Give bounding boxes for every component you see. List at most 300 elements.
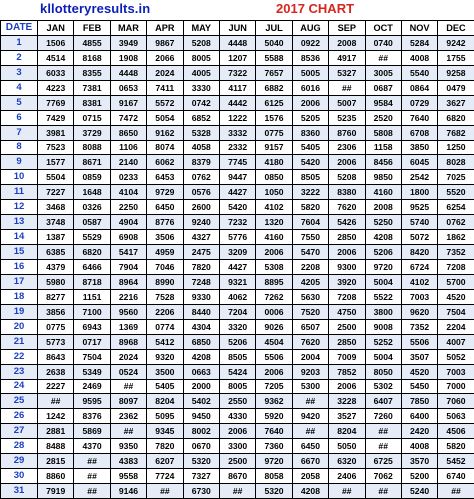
date-cell: 8 xyxy=(1,140,38,155)
result-cell: 5529 xyxy=(74,230,110,245)
result-cell: 1158 xyxy=(365,140,401,155)
result-cell: 5405 xyxy=(147,379,183,394)
result-cell: 4205 xyxy=(292,274,328,289)
result-cell: 2006 xyxy=(219,424,255,439)
result-cell: 8718 xyxy=(74,274,110,289)
result-cell: 5235 xyxy=(329,110,365,125)
result-cell: 6016 xyxy=(292,80,328,95)
table-row xyxy=(1,379,474,394)
date-cell: 6 xyxy=(1,110,38,125)
result-cell: 6882 xyxy=(256,80,292,95)
result-cell: 8097 xyxy=(110,394,146,409)
result-cell: 6820 xyxy=(74,245,110,260)
result-cell: 9720 xyxy=(365,260,401,275)
result-cell: 8760 xyxy=(329,125,365,140)
result-cell: 5417 xyxy=(110,245,146,260)
result-cell: 5776 xyxy=(219,230,255,245)
result-cell: 8088 xyxy=(74,140,110,155)
date-cell: 22 xyxy=(1,349,38,364)
result-cell: ## xyxy=(110,424,146,439)
result-cell: 2206 xyxy=(147,304,183,319)
result-cell: 4208 xyxy=(365,230,401,245)
result-cell: 2475 xyxy=(183,245,219,260)
result-cell: 4007 xyxy=(438,334,474,349)
result-cell: 7604 xyxy=(292,215,328,230)
date-cell: 16 xyxy=(1,260,38,275)
column-header-oct: OCT xyxy=(365,21,401,36)
date-cell: 27 xyxy=(1,424,38,439)
date-cell: 2 xyxy=(1,50,38,65)
result-cell: 6400 xyxy=(401,409,437,424)
result-cell: 2208 xyxy=(292,260,328,275)
result-cell: 7360 xyxy=(256,439,292,454)
result-cell: 5820 xyxy=(438,439,474,454)
result-cell: 2216 xyxy=(110,289,146,304)
column-header-jun: JUN xyxy=(219,21,255,36)
result-cell: 9157 xyxy=(256,140,292,155)
chart-title: 2017 CHART xyxy=(276,1,354,16)
result-cell: 1576 xyxy=(256,110,292,125)
result-cell: 9362 xyxy=(256,394,292,409)
results-table xyxy=(0,20,474,499)
result-cell: 3920 xyxy=(329,274,365,289)
result-cell: 8650 xyxy=(110,125,146,140)
result-cell: 1908 xyxy=(110,50,146,65)
result-cell: 8379 xyxy=(183,155,219,170)
result-cell: 5630 xyxy=(292,289,328,304)
result-cell: 5095 xyxy=(147,409,183,424)
result-cell: 5200 xyxy=(401,469,437,484)
result-cell: 2638 xyxy=(38,364,74,379)
table-row xyxy=(1,65,474,80)
result-cell: 2362 xyxy=(110,409,146,424)
result-cell: 0922 xyxy=(292,35,328,50)
result-cell: 0775 xyxy=(38,319,74,334)
table-header-row xyxy=(1,21,474,36)
result-cell: 5349 xyxy=(74,364,110,379)
table-row xyxy=(1,349,474,364)
result-cell: 8670 xyxy=(219,469,255,484)
result-cell: 3468 xyxy=(38,200,74,215)
table-body xyxy=(1,35,474,498)
result-cell: 0717 xyxy=(74,334,110,349)
result-cell: 4330 xyxy=(219,409,255,424)
result-cell: 5328 xyxy=(183,125,219,140)
result-cell: 7003 xyxy=(438,364,474,379)
result-cell: 5520 xyxy=(438,185,474,200)
date-cell: 30 xyxy=(1,469,38,484)
date-cell: 17 xyxy=(1,274,38,289)
result-cell: 2008 xyxy=(365,200,401,215)
date-cell: 5 xyxy=(1,95,38,110)
result-cell: 1800 xyxy=(401,185,437,200)
date-cell: 1 xyxy=(1,35,38,50)
table-row xyxy=(1,185,474,200)
result-cell: 0587 xyxy=(74,215,110,230)
result-cell: 5052 xyxy=(438,349,474,364)
result-cell: 8456 xyxy=(365,155,401,170)
result-cell: 0006 xyxy=(256,304,292,319)
result-cell: 7062 xyxy=(365,469,401,484)
date-cell: 14 xyxy=(1,230,38,245)
result-cell: 7060 xyxy=(438,394,474,409)
result-cell: 8204 xyxy=(147,394,183,409)
table-row xyxy=(1,364,474,379)
result-cell: 2469 xyxy=(74,379,110,394)
result-cell: 6850 xyxy=(183,334,219,349)
result-cell: 5327 xyxy=(329,65,365,80)
result-cell: 9203 xyxy=(292,364,328,379)
result-cell: 6670 xyxy=(292,454,328,469)
result-cell: 4427 xyxy=(219,185,255,200)
result-cell: 8505 xyxy=(219,349,255,364)
result-cell: 5420 xyxy=(219,200,255,215)
result-cell: 7620 xyxy=(329,200,365,215)
result-cell: 6708 xyxy=(401,125,437,140)
result-cell: 7724 xyxy=(147,469,183,484)
result-cell: 0762 xyxy=(183,170,219,185)
table-row xyxy=(1,110,474,125)
result-cell: 1577 xyxy=(38,155,74,170)
result-cell: 6125 xyxy=(256,95,292,110)
result-cell: ## xyxy=(329,484,365,499)
result-cell: 5452 xyxy=(438,454,474,469)
result-cell: 4855 xyxy=(74,35,110,50)
result-cell: 5588 xyxy=(256,50,292,65)
result-cell: 5240 xyxy=(401,484,437,499)
result-cell: 0729 xyxy=(401,95,437,110)
result-cell: 4327 xyxy=(183,230,219,245)
result-cell: 3570 xyxy=(401,454,437,469)
result-cell: 2000 xyxy=(183,379,219,394)
result-cell: 6852 xyxy=(183,110,219,125)
result-cell: 5412 xyxy=(147,334,183,349)
result-cell: 5005 xyxy=(292,65,328,80)
result-cell: 7204 xyxy=(219,304,255,319)
date-cell: 9 xyxy=(1,155,38,170)
result-cell: 6407 xyxy=(365,394,401,409)
table-row xyxy=(1,260,474,275)
result-cell: 4102 xyxy=(256,200,292,215)
result-cell: 1207 xyxy=(219,50,255,65)
result-cell: 2006 xyxy=(329,245,365,260)
table-row xyxy=(1,50,474,65)
result-cell: 6740 xyxy=(438,469,474,484)
result-cell: 4442 xyxy=(219,95,255,110)
result-cell: 9850 xyxy=(365,170,401,185)
result-cell: 4379 xyxy=(38,260,74,275)
result-cell: 9560 xyxy=(110,304,146,319)
result-cell: 9525 xyxy=(401,200,437,215)
result-cell: 7504 xyxy=(74,349,110,364)
result-cell: 5300 xyxy=(292,379,328,394)
result-cell: 4160 xyxy=(365,185,401,200)
result-cell: 4208 xyxy=(292,484,328,499)
result-cell: 4959 xyxy=(147,245,183,260)
date-cell: 24 xyxy=(1,379,38,394)
table-row xyxy=(1,35,474,50)
date-cell: 29 xyxy=(1,454,38,469)
result-cell: 4058 xyxy=(183,140,219,155)
result-cell: 9420 xyxy=(292,409,328,424)
result-cell: 7046 xyxy=(147,260,183,275)
result-cell: 4008 xyxy=(401,439,437,454)
result-cell: 3981 xyxy=(38,125,74,140)
result-cell: 0479 xyxy=(438,80,474,95)
column-header-may: MAY xyxy=(183,21,219,36)
result-cell: 2815 xyxy=(38,454,74,469)
result-cell: 2140 xyxy=(110,155,146,170)
date-cell: 25 xyxy=(1,394,38,409)
table-row xyxy=(1,394,474,409)
result-cell: 8058 xyxy=(256,469,292,484)
result-cell: 1862 xyxy=(438,230,474,245)
result-cell: 9595 xyxy=(74,394,110,409)
date-cell: 18 xyxy=(1,289,38,304)
result-cell: 7745 xyxy=(219,155,255,170)
result-cell: 2850 xyxy=(329,230,365,245)
result-cell: 8440 xyxy=(183,304,219,319)
result-cell: 6450 xyxy=(147,200,183,215)
result-cell: 7381 xyxy=(74,80,110,95)
result-cell: ## xyxy=(365,50,401,65)
result-cell: 6908 xyxy=(110,230,146,245)
result-cell: 9330 xyxy=(183,289,219,304)
result-cell: 6033 xyxy=(38,65,74,80)
result-cell: 7208 xyxy=(329,289,365,304)
result-cell: 8505 xyxy=(292,170,328,185)
result-cell: 8420 xyxy=(401,245,437,260)
result-cell: 9146 xyxy=(110,484,146,499)
result-cell: 2850 xyxy=(329,334,365,349)
result-cell: 5320 xyxy=(256,484,292,499)
result-cell: 2227 xyxy=(38,379,74,394)
result-cell: 9300 xyxy=(329,260,365,275)
result-cell: 4383 xyxy=(110,454,146,469)
result-cell: 4370 xyxy=(74,439,110,454)
date-cell: 20 xyxy=(1,319,38,334)
result-cell: 1106 xyxy=(110,140,146,155)
result-cell: 6062 xyxy=(147,155,183,170)
result-cell: 6943 xyxy=(74,319,110,334)
result-cell: 5205 xyxy=(292,110,328,125)
result-cell: 4104 xyxy=(110,185,146,200)
table-row xyxy=(1,334,474,349)
table-row xyxy=(1,125,474,140)
table-row xyxy=(1,424,474,439)
result-cell: 9867 xyxy=(147,35,183,50)
result-cell: 2204 xyxy=(438,319,474,334)
result-cell: 5250 xyxy=(365,215,401,230)
result-cell: 1222 xyxy=(219,110,255,125)
result-cell: 2006 xyxy=(329,379,365,394)
result-cell: 6507 xyxy=(292,319,328,334)
result-cell: 5506 xyxy=(401,334,437,349)
result-cell: 3800 xyxy=(365,304,401,319)
result-cell: 7429 xyxy=(38,110,74,125)
result-cell: 2024 xyxy=(110,349,146,364)
column-header-jan: JAN xyxy=(38,21,74,36)
result-cell: 2881 xyxy=(38,424,74,439)
result-cell: 4180 xyxy=(256,155,292,170)
result-cell: 1506 xyxy=(38,35,74,50)
result-cell: ## xyxy=(74,484,110,499)
result-cell: 3332 xyxy=(219,125,255,140)
result-cell: 4160 xyxy=(256,230,292,245)
result-cell: 9729 xyxy=(147,185,183,200)
result-cell: 5808 xyxy=(365,125,401,140)
result-cell: 3949 xyxy=(110,35,146,50)
result-cell: 0663 xyxy=(183,364,219,379)
result-cell: 7820 xyxy=(147,439,183,454)
column-header-sep: SEP xyxy=(329,21,365,36)
result-cell: 7025 xyxy=(438,170,474,185)
result-cell: 5206 xyxy=(219,334,255,349)
result-cell: 8168 xyxy=(74,50,110,65)
result-cell: 5402 xyxy=(183,394,219,409)
result-cell: 2250 xyxy=(110,200,146,215)
result-cell: 4304 xyxy=(183,319,219,334)
result-cell: 2006 xyxy=(256,245,292,260)
result-cell: 4904 xyxy=(110,215,146,230)
result-cell: 5740 xyxy=(401,215,437,230)
result-cell: 7528 xyxy=(147,289,183,304)
result-cell: ## xyxy=(74,469,110,484)
result-cell: 2542 xyxy=(401,170,437,185)
result-cell: 2406 xyxy=(329,469,365,484)
result-cell: 5004 xyxy=(365,349,401,364)
result-cell: 4506 xyxy=(438,424,474,439)
result-cell: 8050 xyxy=(365,364,401,379)
result-cell: 7640 xyxy=(256,424,292,439)
result-cell: 9167 xyxy=(110,95,146,110)
result-cell: ## xyxy=(292,424,328,439)
table-row xyxy=(1,454,474,469)
result-cell: 4750 xyxy=(329,304,365,319)
result-cell: 8381 xyxy=(74,95,110,110)
result-cell: 7248 xyxy=(183,274,219,289)
result-cell: 8005 xyxy=(219,379,255,394)
result-cell: 8360 xyxy=(292,125,328,140)
result-cell: 7682 xyxy=(438,125,474,140)
result-cell: 9240 xyxy=(183,215,219,230)
result-cell: ## xyxy=(329,80,365,95)
table-row xyxy=(1,289,474,304)
result-cell: 5920 xyxy=(256,409,292,424)
result-cell: 5522 xyxy=(365,289,401,304)
table-row xyxy=(1,80,474,95)
result-cell: 6385 xyxy=(38,245,74,260)
result-cell: 7852 xyxy=(329,364,365,379)
result-cell: ## xyxy=(438,484,474,499)
result-cell: 1151 xyxy=(74,289,110,304)
result-cell: 8968 xyxy=(110,334,146,349)
date-cell: 3 xyxy=(1,65,38,80)
result-cell: 5420 xyxy=(292,155,328,170)
table-row xyxy=(1,170,474,185)
result-cell: 7100 xyxy=(74,304,110,319)
result-cell: 5470 xyxy=(292,245,328,260)
result-cell: ## xyxy=(147,484,183,499)
result-cell: 7904 xyxy=(110,260,146,275)
result-cell: 1242 xyxy=(38,409,74,424)
result-cell: 5308 xyxy=(256,260,292,275)
result-cell: ## xyxy=(365,439,401,454)
result-cell: 2066 xyxy=(147,50,183,65)
column-header-aug: AUG xyxy=(292,21,328,36)
table-row xyxy=(1,140,474,155)
result-cell: 4917 xyxy=(329,50,365,65)
result-cell: 7550 xyxy=(292,230,328,245)
chart-header xyxy=(0,0,474,20)
result-cell: 3506 xyxy=(147,230,183,245)
result-cell: 7640 xyxy=(401,110,437,125)
result-cell: 9584 xyxy=(365,95,401,110)
table-row xyxy=(1,155,474,170)
result-cell: 0233 xyxy=(110,170,146,185)
table-row xyxy=(1,409,474,424)
result-cell: 0740 xyxy=(365,35,401,50)
result-cell: 8990 xyxy=(147,274,183,289)
result-cell: 2006 xyxy=(256,364,292,379)
result-cell: 9447 xyxy=(219,170,255,185)
date-cell: 12 xyxy=(1,200,38,215)
date-cell: 10 xyxy=(1,170,38,185)
result-cell: 5869 xyxy=(74,424,110,439)
result-cell: 7411 xyxy=(147,80,183,95)
result-cell: 0774 xyxy=(147,319,183,334)
result-cell: 9350 xyxy=(110,439,146,454)
result-cell: 7523 xyxy=(38,140,74,155)
result-cell: 2332 xyxy=(219,140,255,155)
result-cell: 9450 xyxy=(183,409,219,424)
result-cell: 2420 xyxy=(401,424,437,439)
result-cell: 2306 xyxy=(329,140,365,155)
result-cell: 3300 xyxy=(219,439,255,454)
result-cell: 8964 xyxy=(110,274,146,289)
result-cell: 4117 xyxy=(219,80,255,95)
result-cell: ## xyxy=(365,484,401,499)
result-cell: 5208 xyxy=(329,170,365,185)
result-cell: 4514 xyxy=(38,50,74,65)
result-cell: 6724 xyxy=(401,260,437,275)
result-cell: 4223 xyxy=(38,80,74,95)
result-cell: 8355 xyxy=(74,65,110,80)
result-cell: 7769 xyxy=(38,95,74,110)
result-cell: 1050 xyxy=(256,185,292,200)
result-cell: 3228 xyxy=(329,394,365,409)
result-cell: 7352 xyxy=(438,245,474,260)
result-cell: 8028 xyxy=(438,155,474,170)
result-cell: 4520 xyxy=(438,289,474,304)
column-header-apr: APR xyxy=(147,21,183,36)
result-cell: 1250 xyxy=(438,140,474,155)
result-cell: 4062 xyxy=(219,289,255,304)
table-row xyxy=(1,274,474,289)
table-row xyxy=(1,469,474,484)
result-cell: 7472 xyxy=(110,110,146,125)
column-header-nov: NOV xyxy=(401,21,437,36)
result-cell: 7227 xyxy=(38,185,74,200)
column-header-dec: DEC xyxy=(438,21,474,36)
result-cell: 7820 xyxy=(183,260,219,275)
result-cell: 8380 xyxy=(329,185,365,200)
result-cell: 5820 xyxy=(292,200,328,215)
result-cell: 2600 xyxy=(183,200,219,215)
result-cell: 2058 xyxy=(292,469,328,484)
result-cell: 0687 xyxy=(365,80,401,95)
result-cell: 7208 xyxy=(438,260,474,275)
